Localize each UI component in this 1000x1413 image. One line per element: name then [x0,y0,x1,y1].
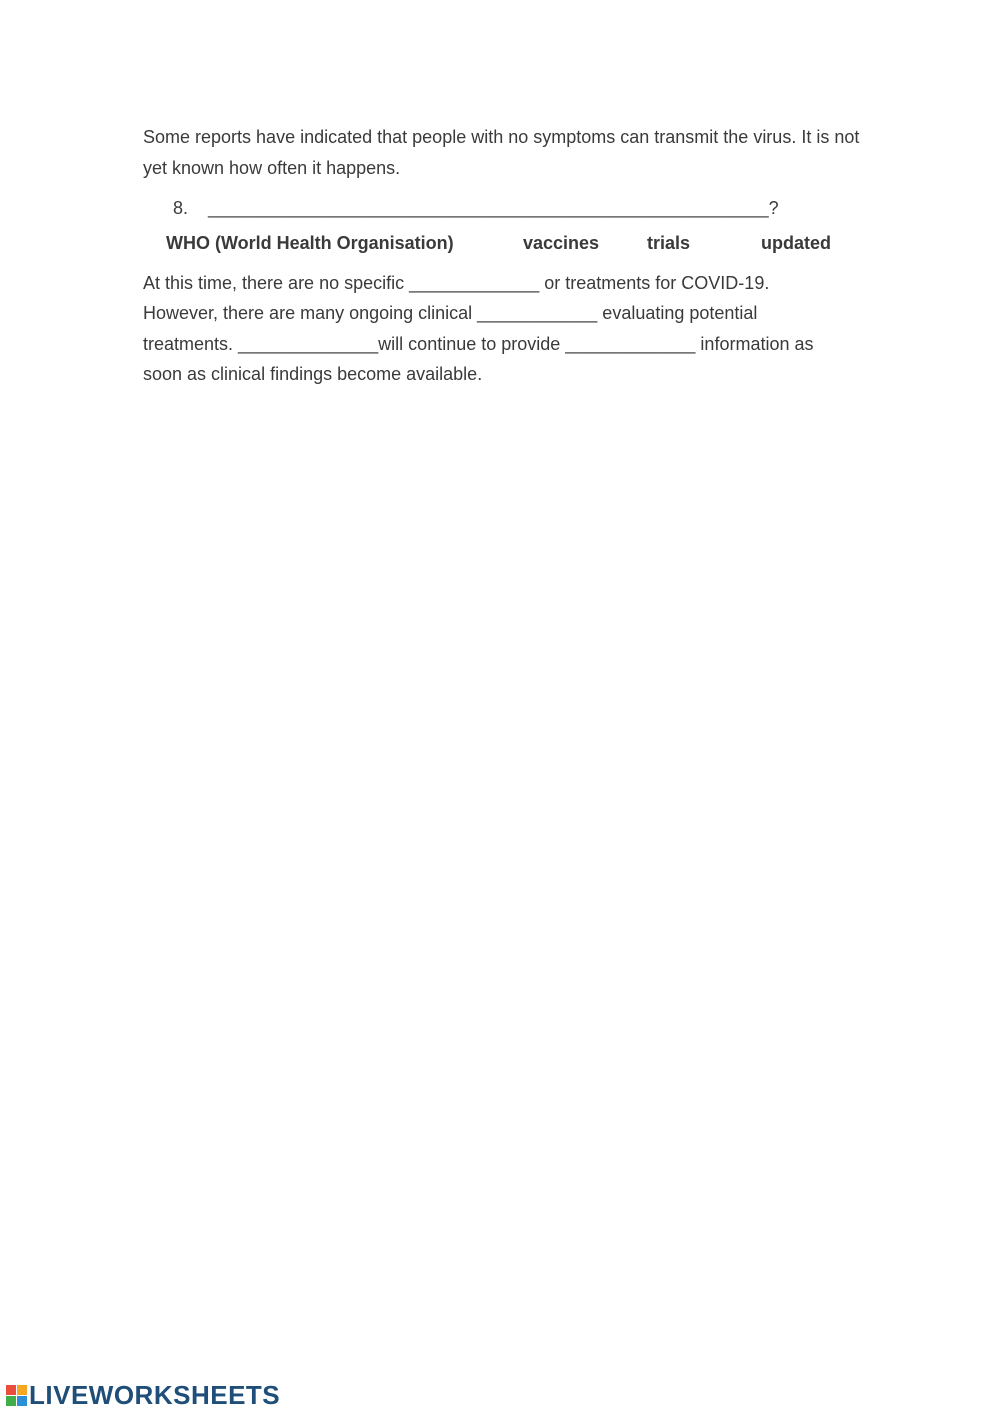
gap-fill-line: At this time, there are no specific _____________ or treatments for COVID-19. [143,272,770,293]
gap-fill-line: treatments. ______________will continue to provide _____________ information as [143,333,814,354]
gap-fill-line: soon as clinical findings become available. [143,364,483,384]
logo-mark-icon [6,1385,27,1406]
answer-blank[interactable]: ________________________________________________________? [208,198,779,218]
word-bank-item: vaccines [523,232,600,253]
question-number: 8. [173,198,189,218]
logo-text: LIVEWORKSHEETS [29,1379,281,1410]
question-8 [173,193,863,224]
gap-fill-line: However, there are many ongoing clinical ____________ evaluating potential [143,303,758,323]
word-bank [143,228,863,258]
word-bank-item: updated [761,232,831,253]
intro-paragraph: Some reports have indicated that people with no symptoms can transmit the virus. It is not yet known how often it happens. [143,127,860,178]
word-bank-item: WHO (World Health Organisation) [166,232,454,253]
liveworksheets-logo [6,1380,280,1410]
worksheet-content [143,122,863,390]
word-bank-item: trials [647,232,691,253]
gap-fill-paragraph [143,268,863,390]
